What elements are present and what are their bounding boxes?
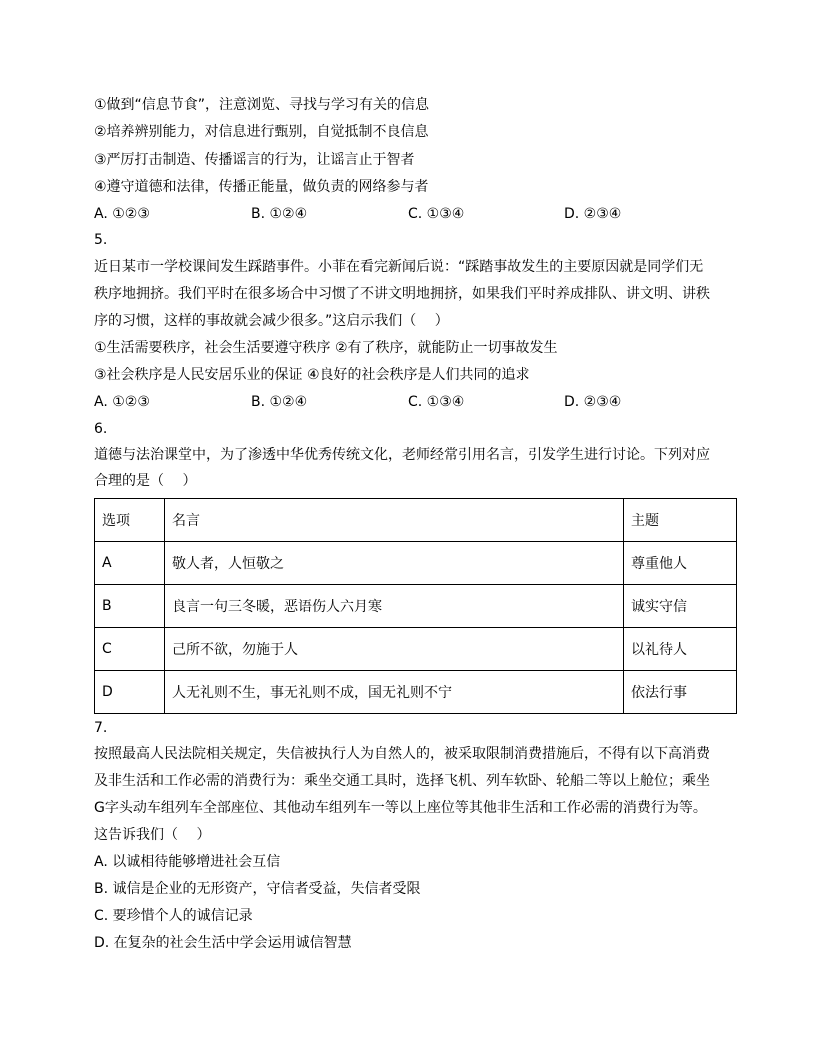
q4-option-c: C. ①③④ xyxy=(408,206,465,222)
q5-option-b: B. ①②④ xyxy=(251,394,308,410)
table-cell-option: A xyxy=(95,542,165,585)
q4-option-d: D. ②③④ xyxy=(564,206,622,222)
table-cell-quote: 敬人者，人恒敬之 xyxy=(165,542,624,585)
q7-option-d: D. 在复杂的社会生活中学会运用诚信智慧 xyxy=(94,935,352,951)
table-row xyxy=(95,671,737,714)
q6-table xyxy=(94,498,737,714)
q4-statement-2: ②培养辨别能力，对信息进行甄别，自觉抵制不良信息 xyxy=(94,124,429,140)
table-header-theme: 主题 xyxy=(624,499,737,542)
q7-number: 7. xyxy=(94,720,108,736)
q6-stem-line-2: 合理的是（ ） xyxy=(94,473,197,489)
table-cell-quote: 人无礼则不生，事无礼则不成，国无礼则不宁 xyxy=(165,671,624,714)
table-header-quote: 名言 xyxy=(165,499,624,542)
q7-option-b: B. 诚信是企业的无形资产，守信者受益，失信者受限 xyxy=(94,881,421,897)
table-cell-theme: 以礼待人 xyxy=(624,628,737,671)
q5-option-d: D. ②③④ xyxy=(564,394,622,410)
table-row xyxy=(95,542,737,585)
q7-stem-line-2: 及非生活和工作必需的消费行为：乘坐交通工具时，选择飞机、列车软卧、轮船二等以上舱位；乘坐 xyxy=(94,773,710,789)
table-cell-quote: 己所不欲，勿施于人 xyxy=(165,628,624,671)
q5-statement-2: ③社会秩序是人民安居乐业的保证 ④良好的社会秩序是人们共同的追求 xyxy=(94,367,530,383)
q6-stem-line-1: 道德与法治课堂中，为了渗透中华优秀传统文化，老师经常引用名言，引发学生进行讨论。下列对应 xyxy=(94,447,710,463)
table-cell-option: B xyxy=(95,585,165,628)
q4-statement-4: ④遵守道德和法律，传播正能量，做负责的网络参与者 xyxy=(94,179,429,195)
q5-stem-line-2: 秩序地拥挤。我们平时在很多场合中习惯了不讲文明地拥挤，如果我们平时养成排队、讲文明、讲秩 xyxy=(94,286,710,302)
q5-statement-1: ①生活需要秩序，社会生活要遵守秩序 ②有了秩序，就能防止一切事故发生 xyxy=(94,340,558,356)
q7-stem-line-4: 这告诉我们（ ） xyxy=(94,827,211,843)
table-cell-option: D xyxy=(95,671,165,714)
q5-number: 5. xyxy=(94,232,108,248)
q4-statement-3: ③严厉打击制造、传播谣言的行为，让谣言止于智者 xyxy=(94,152,415,168)
table-header-row xyxy=(95,499,737,542)
table-cell-theme: 尊重他人 xyxy=(624,542,737,585)
q5-option-c: C. ①③④ xyxy=(408,394,465,410)
table-header-option: 选项 xyxy=(95,499,165,542)
table-row xyxy=(95,585,737,628)
table-cell-theme: 依法行事 xyxy=(624,671,737,714)
q4-option-a: A. ①②③ xyxy=(94,206,150,222)
q5-stem-line-1: 近日某市一学校课间发生踩踏事件。小菲在看完新闻后说：“踩踏事故发生的主要原因就是同学们无 xyxy=(94,259,704,275)
q5-option-a: A. ①②③ xyxy=(94,394,150,410)
q7-stem-line-3: G字头动车组列车全部座位、其他动车组列车一等以上座位等其他非生活和工作必需的消费行为等。 xyxy=(94,800,707,816)
table-cell-option: C xyxy=(95,628,165,671)
q7-stem-line-1: 按照最高人民法院相关规定，失信被执行人为自然人的，被采取限制消费措施后，不得有以下高消费 xyxy=(94,746,710,762)
q7-option-c: C. 要珍惜个人的诚信记录 xyxy=(94,908,253,924)
table-cell-quote: 良言一句三冬暖，恶语伤人六月寒 xyxy=(165,585,624,628)
q5-stem-line-3: 序的习惯，这样的事故就会减少很多。”这启示我们（ ） xyxy=(94,313,449,329)
table-cell-theme: 诚实守信 xyxy=(624,585,737,628)
table-row xyxy=(95,628,737,671)
q4-statement-1: ①做到“信息节食”，注意浏览、寻找与学习有关的信息 xyxy=(94,97,430,113)
q4-option-b: B. ①②④ xyxy=(251,206,308,222)
q7-option-a: A. 以诚相待能够增进社会互信 xyxy=(94,854,281,870)
q6-number: 6. xyxy=(94,421,108,437)
